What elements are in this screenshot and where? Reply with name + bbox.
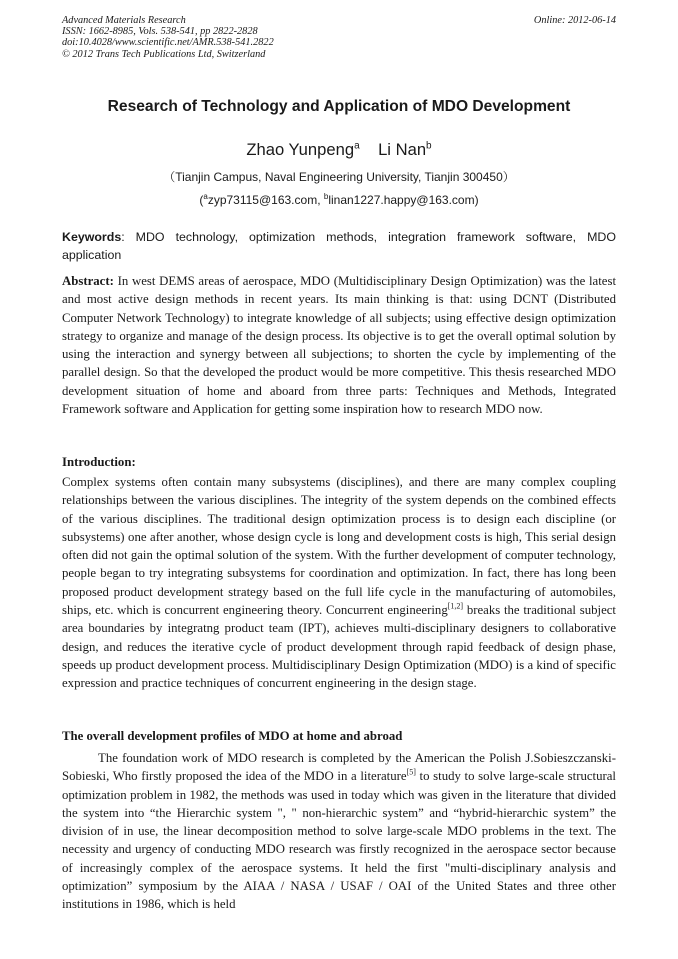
citation-1-2: [1,2] xyxy=(447,601,464,611)
email-close-paren: ) xyxy=(474,193,479,207)
profiles-paragraph xyxy=(62,749,616,959)
author-1: Zhao Yunpeng xyxy=(246,140,355,159)
email-a-sup: a xyxy=(203,192,208,201)
author-2-sup: b xyxy=(426,140,432,152)
author-line xyxy=(62,140,616,160)
keywords-label: Keywords xyxy=(62,230,122,244)
author-1-sup: a xyxy=(354,140,360,152)
citation-5: [5] xyxy=(406,768,416,778)
section-heading-profiles: The overall development profiles of MDO at home and abroad xyxy=(62,729,403,743)
paper-title: Research of Technology and Application of MDO Development xyxy=(107,98,571,115)
keywords-text: : MDO technology, optimization methods, integration framework software, MDO application xyxy=(62,230,616,262)
email-a: zyp73115@163.com, xyxy=(207,193,324,207)
issn-line: ISSN: 1662-8985, Vols. 538-541, pp 2822-2828 xyxy=(62,26,258,38)
journal-header xyxy=(62,15,616,60)
affiliation: （Tianjin Campus, Naval Engineering University, Tianjin 300450） xyxy=(163,170,515,184)
introduction-paragraph xyxy=(62,473,616,693)
email-b-sup: b xyxy=(323,192,329,201)
introduction-text-2: breaks the traditional subject area boundaries by integratng product team (IPT), achieves multi-disciplinary designers to collaborative design, and reduces the iterative cycle of product development through rapid feedback of design phase, speeds up product development process. Multidisciplinary Design Optimization (MDO) is a kind of specific expression and practice techniques of concurrent engineering in the design stage. xyxy=(62,603,616,691)
email-open-paren: ( xyxy=(199,193,204,207)
abstract-label: Abstract: xyxy=(62,274,114,288)
abstract-text: In west DEMS areas of aerospace, MDO (Multidisciplinary Design Optimization) was the latest and most active design methods in recent years. Its main thinking is that: using DCNT (Distributed Computer Network Technology) to integrate knowledge of all subjects; using effective design optimization strategy to organize and manage of the design process. Its objective is to get the overall optimal solution by using the interaction and synergy between all subjections; to shorten the cycle by implementing of the parallel design. So that the developed the product would be more competitive. This thesis researched MDO development situation of home and aboard from three parts: Techniques and Methods, Integrated Framework software and Application for getting some inspiration how to research MDO now. xyxy=(62,274,616,417)
journal-name: Advanced Materials Research xyxy=(62,15,186,26)
email-line xyxy=(62,192,616,207)
email-b: linan1227.happy@163.com xyxy=(328,193,475,207)
keywords-paragraph xyxy=(62,228,616,264)
author-2: Li Nan xyxy=(378,140,427,159)
doi-line: doi:10.4028/www.scientific.net/AMR.538-541.2822 xyxy=(62,37,274,49)
profiles-text-2: to study to solve large-scale structural optimization problem in 1982, the methods was used in today which was given in the literature that divided the system into “the Hierarchic system ", " non-hierarchic system” and “hybrid-hierarchic system” the division of in use, the linear decomposition method to solve large-scale MDO problems in the text. The necessity and urgency of conducting MDO research was firstly recognized in the aerospace sector because of increasingly complex of the aerospace systems. It held the first "multi-disciplinary analysis and optimization” symposium by the AIAA / NASA / USAF / OAI of the United States and three other institutions in 1986, which is held xyxy=(62,769,616,912)
copyright-line: © 2012 Trans Tech Publications Ltd, Switzerland xyxy=(62,48,266,60)
abstract-paragraph xyxy=(62,272,616,418)
introduction-heading: Introduction: xyxy=(62,455,136,469)
profiles-text-1: The foundation work of MDO research is completed by the American the Polish J.Sobieszczanski-Sobieski, Who firstly proposed the idea of the MDO in a literature xyxy=(62,751,616,784)
introduction-text-1: Complex systems often contain many subsystems (disciplines), and there are many complex coupling relationships between the various disciplines. The integrity of the system depends on the combined effects of the various disciplines. The traditional design optimization process is to design each discipline (or subsystems) one after another, whose design cycle is long and development costs is high, This serial design often did not gain the optimal solution of the system. With the further development of computer technology, people began to try integrating subsystems for coordination and optimization. In fact, there has long been proposed product development strategy based on the full life cycle in the manufacturing of automobiles, ships, etc. which is concurrent engineering theory. Concurrent engineering xyxy=(62,475,616,618)
online-date: Online: 2012-06-14 xyxy=(533,15,616,26)
